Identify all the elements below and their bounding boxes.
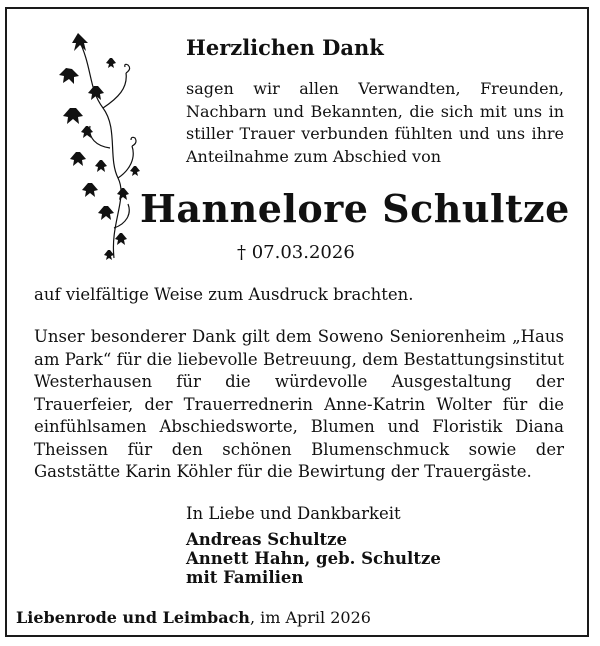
deceased-name: Hannelore Schultze xyxy=(140,186,570,231)
footer-date: , im April 2026 xyxy=(249,608,371,627)
footer-line xyxy=(16,608,371,627)
signers-block xyxy=(186,530,441,587)
notice-heading: Herzlichen Dank xyxy=(186,35,384,60)
thanks-paragraph: Unser besonderer Dank gilt dem Soweno Seniorenheim „Haus am Park“ für die liebevolle Betreuung, dem Bestattungsinstitut Westerhausen für die würdevolle Ausgestaltung der Trauerfeier, der Trauerrednerin Anne-Katrin Wolter für die einfühlsamen Abschiedsworte, Blumen und Floristik Diana Theissen für den schönen Blumenschmuck sowie der Gaststätte Karin Köhler für die Bewirtung der Trauergäste. xyxy=(34,327,564,481)
intro-paragraph: sagen wir allen Verwandten, Freunden, Nachbarn und Bekannten, die sich mit uns in stiller Trauer verbunden fühlten und uns ihre Anteilnahme zum Abschied von xyxy=(186,79,564,166)
footer-place: Liebenrode und Leimbach xyxy=(16,608,250,627)
death-date: † 07.03.2026 xyxy=(237,242,355,263)
closing-line: In Liebe und Dankbarkeit xyxy=(186,504,401,523)
signer-name: Andreas Schultze xyxy=(186,530,347,549)
signer-name: mit Familien xyxy=(186,568,304,587)
ivy-vine-icon xyxy=(48,28,148,268)
continuation-line: auf vielfältige Weise zum Ausdruck brachten. xyxy=(34,285,414,304)
signer-name: Annett Hahn, geb. Schultze xyxy=(186,549,441,568)
